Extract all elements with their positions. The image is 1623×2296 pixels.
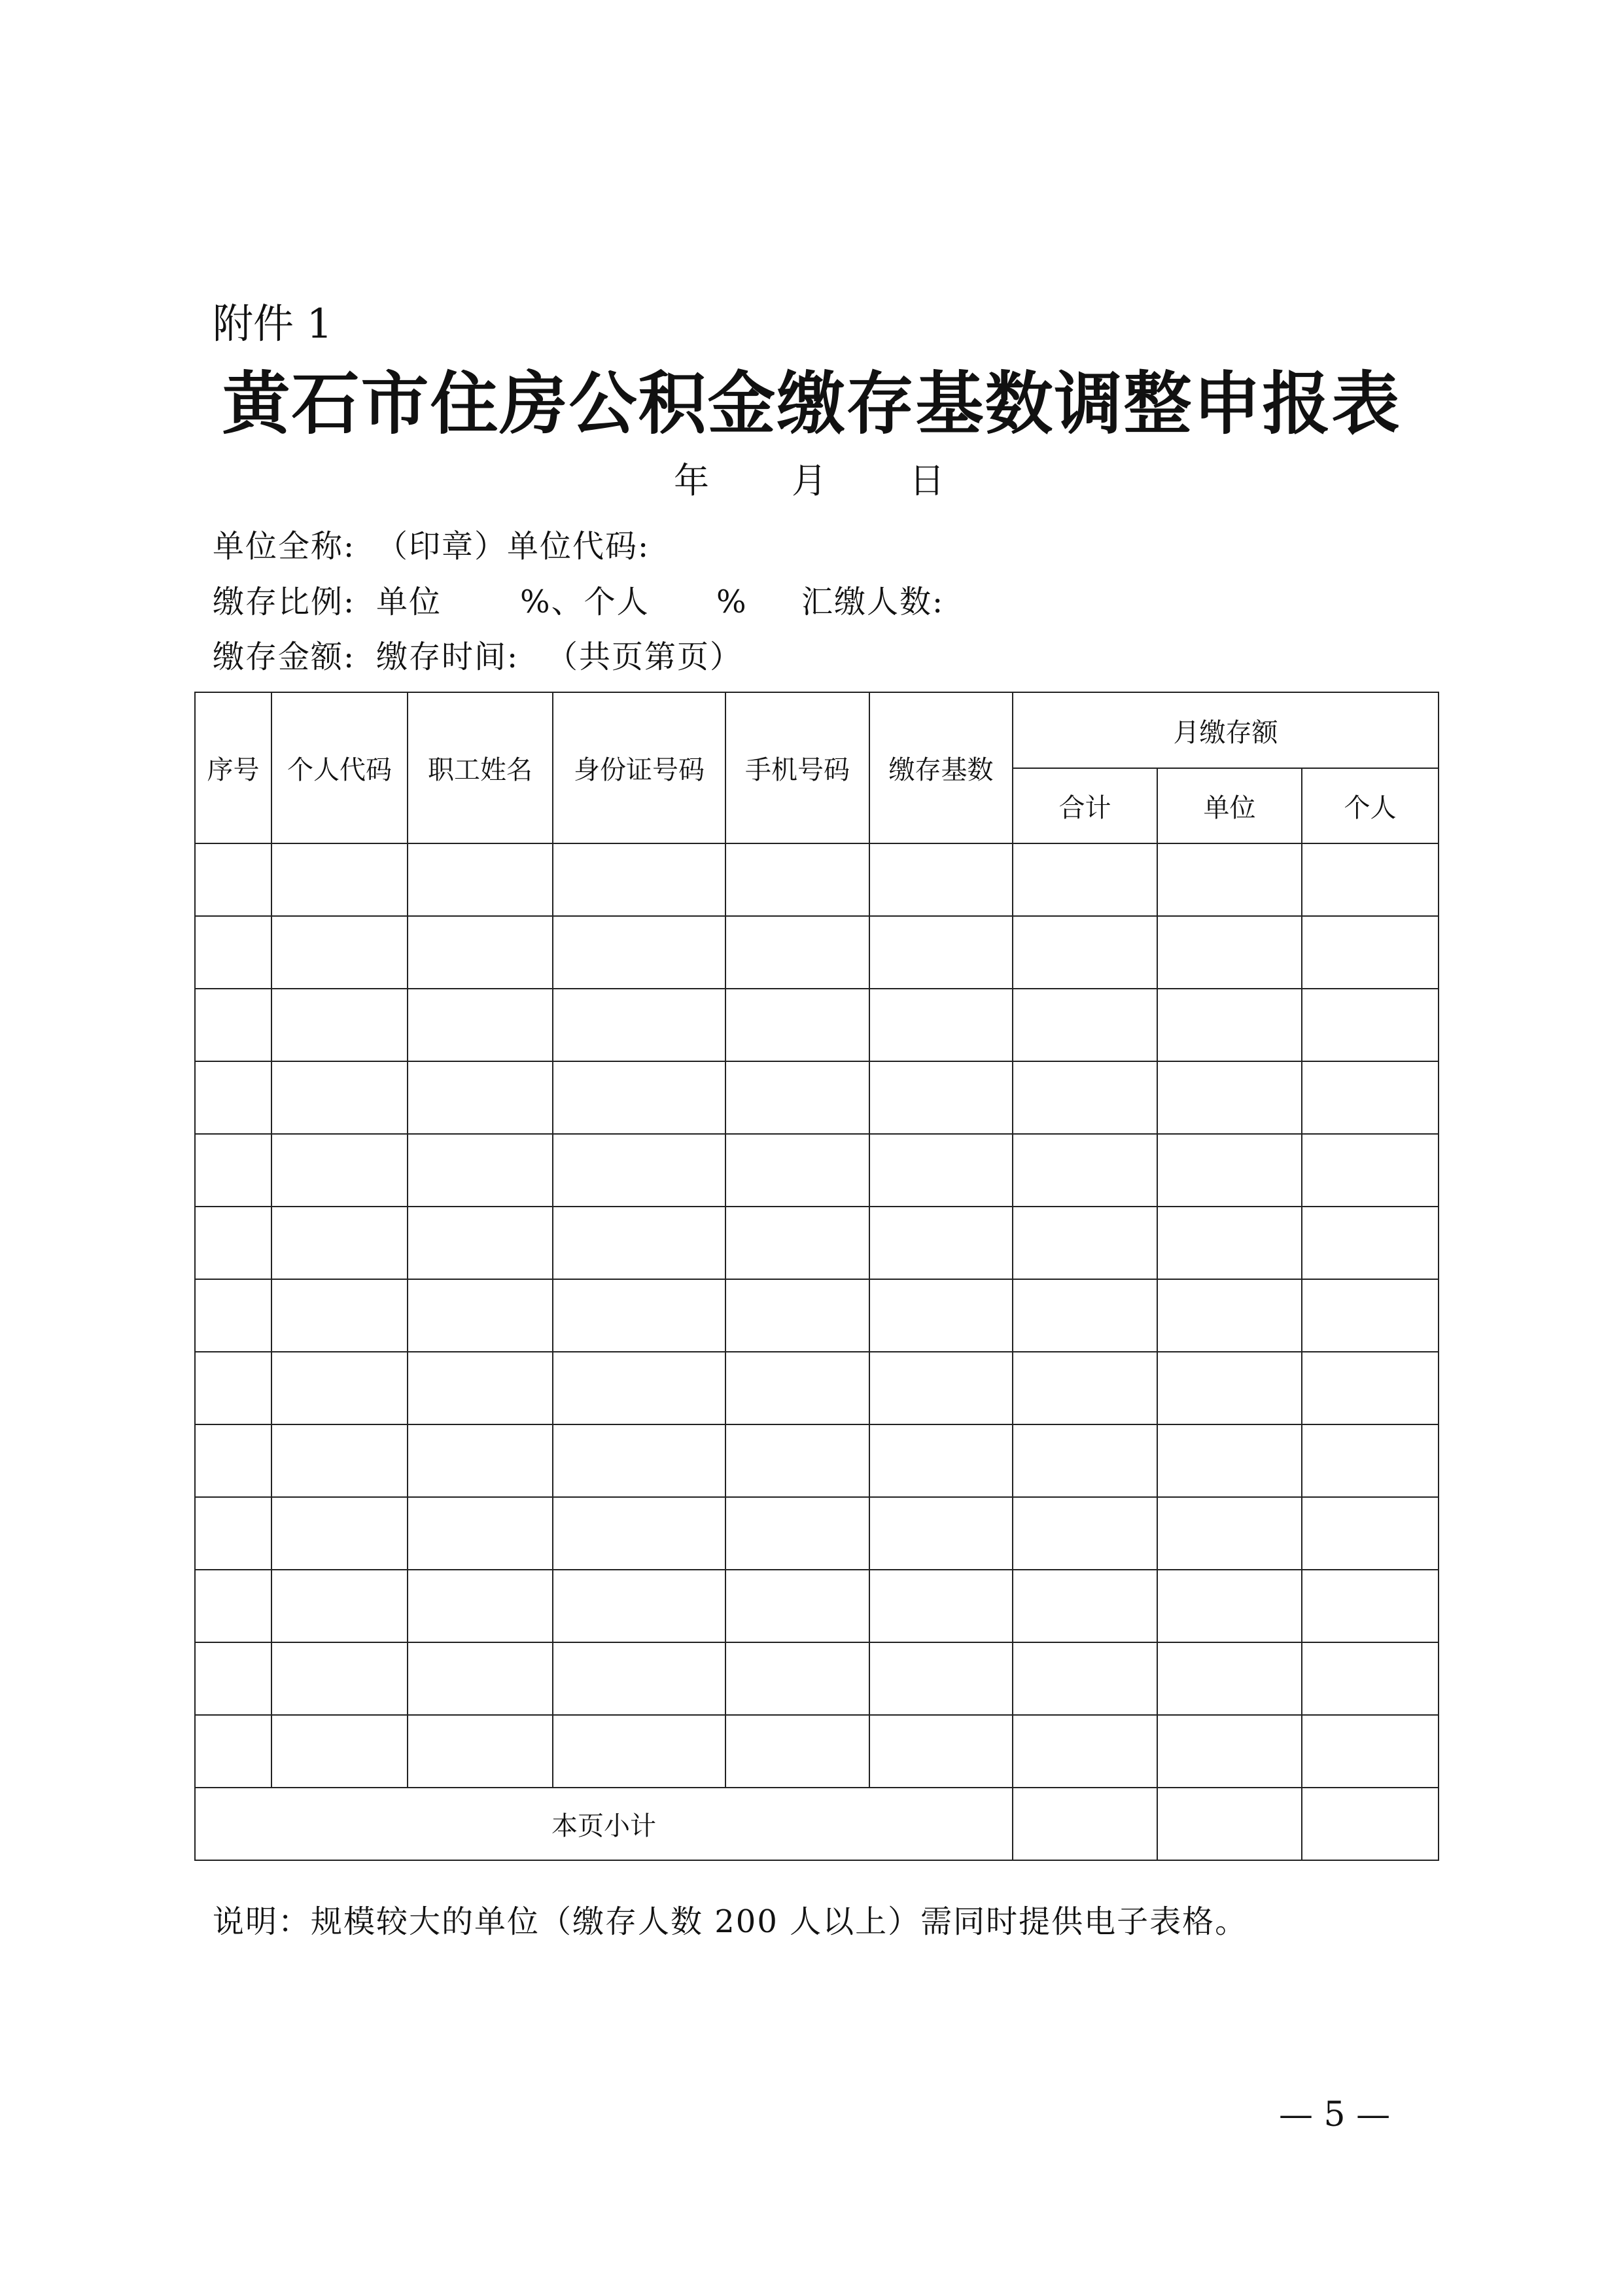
table-row: [195, 1279, 1439, 1352]
unit-name-label: 单位全称:: [213, 528, 356, 565]
table-body: [195, 843, 1439, 1860]
personal-code-cell[interactable]: [271, 916, 408, 989]
phone-cell[interactable]: [725, 1497, 869, 1570]
table-row: [195, 1497, 1439, 1570]
id-number-cell[interactable]: [553, 989, 725, 1061]
amount-label: 缴存金额:: [213, 639, 356, 675]
table-row: [195, 1352, 1439, 1424]
base-cell[interactable]: [869, 1715, 1013, 1788]
id-number-cell[interactable]: [553, 843, 725, 916]
personal-code-cell[interactable]: [271, 1061, 408, 1134]
seq-cell[interactable]: [195, 1424, 271, 1497]
personal-cell[interactable]: [1302, 989, 1439, 1061]
header-personal-code: 个人代码: [271, 692, 408, 843]
unit-cell[interactable]: [1157, 989, 1302, 1061]
header-seq: 序号: [195, 692, 271, 843]
base-cell[interactable]: [869, 1424, 1013, 1497]
personal-cell[interactable]: [1302, 1061, 1439, 1134]
base-cell[interactable]: [869, 843, 1013, 916]
seq-cell[interactable]: [195, 1207, 271, 1279]
seq-cell[interactable]: [195, 1497, 271, 1570]
unit-cell[interactable]: [1157, 1061, 1302, 1134]
table-row: [195, 1715, 1439, 1788]
date-month: 月: [792, 460, 827, 501]
table-row: [195, 1207, 1439, 1279]
footnote: 说明：规模较大的单位（缴存人数 200 人以上）需同时提供电子表格。: [213, 1903, 1248, 1940]
unit-cell[interactable]: [1157, 1207, 1302, 1279]
phone-cell[interactable]: [725, 1642, 869, 1715]
personal-cell[interactable]: [1302, 916, 1439, 989]
unit-cell[interactable]: [1157, 1424, 1302, 1497]
id-number-cell[interactable]: [553, 1279, 725, 1352]
header-base: 缴存基数: [869, 692, 1013, 843]
personal-code-cell[interactable]: [271, 1207, 408, 1279]
total-cell[interactable]: [1013, 1424, 1157, 1497]
personal-cell[interactable]: [1302, 1279, 1439, 1352]
total-cell[interactable]: [1013, 1134, 1157, 1207]
seal-unit-code-label: （印章）单位代码:: [376, 528, 650, 565]
personal-cell[interactable]: [1302, 1715, 1439, 1788]
ratio-unit-label: 单位: [376, 584, 442, 620]
employee-name-cell[interactable]: [408, 1279, 553, 1352]
unit-cell[interactable]: [1157, 1715, 1302, 1788]
subtotal-unit-cell[interactable]: [1157, 1788, 1302, 1860]
declaration-table: [194, 692, 1439, 1861]
subtotal-total-cell[interactable]: [1013, 1788, 1157, 1860]
personal-cell[interactable]: [1302, 1352, 1439, 1424]
personal-cell[interactable]: [1302, 1642, 1439, 1715]
table-row: [195, 843, 1439, 916]
unit-cell[interactable]: [1157, 1642, 1302, 1715]
unit-cell[interactable]: [1157, 916, 1302, 989]
table-row: [195, 916, 1439, 989]
personal-code-cell[interactable]: [271, 989, 408, 1061]
seq-cell[interactable]: [195, 1134, 271, 1207]
total-cell[interactable]: [1013, 916, 1157, 989]
phone-cell[interactable]: [725, 843, 869, 916]
seq-cell[interactable]: [195, 989, 271, 1061]
employee-name-cell[interactable]: [408, 1642, 553, 1715]
total-cell[interactable]: [1013, 989, 1157, 1061]
unit-cell[interactable]: [1157, 1279, 1302, 1352]
form-title: 黄石市住房公积金缴存基数调整申报表: [222, 363, 1401, 444]
phone-cell[interactable]: [725, 1570, 869, 1642]
header-personal: 个人: [1302, 768, 1439, 843]
phone-cell[interactable]: [725, 1715, 869, 1788]
unit-cell[interactable]: [1157, 1352, 1302, 1424]
total-cell[interactable]: [1013, 1715, 1157, 1788]
base-cell[interactable]: [869, 1352, 1013, 1424]
id-number-cell[interactable]: [553, 1352, 725, 1424]
total-cell[interactable]: [1013, 1570, 1157, 1642]
id-number-cell[interactable]: [553, 1497, 725, 1570]
phone-cell[interactable]: [725, 1352, 869, 1424]
id-number-cell[interactable]: [553, 1061, 725, 1134]
personal-code-cell[interactable]: [271, 1134, 408, 1207]
personal-code-cell[interactable]: [271, 1279, 408, 1352]
subtotal-label: 本页小计: [195, 1788, 1013, 1860]
total-cell[interactable]: [1013, 1497, 1157, 1570]
subtotal-row: [195, 1788, 1439, 1860]
header-total: 合计: [1013, 768, 1157, 843]
personal-cell[interactable]: [1302, 1424, 1439, 1497]
employee-name-cell[interactable]: [408, 843, 553, 916]
personal-code-cell[interactable]: [271, 1570, 408, 1642]
header-employee-name: 职工姓名: [408, 692, 553, 843]
table-row: [195, 1642, 1439, 1715]
id-number-cell[interactable]: [553, 1715, 725, 1788]
seq-cell[interactable]: [195, 1352, 271, 1424]
base-cell[interactable]: [869, 1207, 1013, 1279]
seq-cell[interactable]: [195, 1642, 271, 1715]
employee-name-cell[interactable]: [408, 989, 553, 1061]
total-cell[interactable]: [1013, 843, 1157, 916]
phone-cell[interactable]: [725, 1279, 869, 1352]
personal-code-cell[interactable]: [271, 1424, 408, 1497]
header-unit: 单位: [1157, 768, 1302, 843]
base-cell[interactable]: [869, 1061, 1013, 1134]
page-number: — 5 —: [1279, 2095, 1391, 2134]
total-cell[interactable]: [1013, 1207, 1157, 1279]
personal-cell[interactable]: [1302, 1570, 1439, 1642]
phone-cell[interactable]: [725, 916, 869, 989]
seq-cell[interactable]: [195, 1061, 271, 1134]
employee-name-cell[interactable]: [408, 1061, 553, 1134]
base-cell[interactable]: [869, 1642, 1013, 1715]
id-number-cell[interactable]: [553, 1642, 725, 1715]
seq-cell[interactable]: [195, 1715, 271, 1788]
table-row: [195, 1061, 1439, 1134]
total-cell[interactable]: [1013, 1061, 1157, 1134]
header-id-number: 身份证号码: [553, 692, 725, 843]
seq-cell[interactable]: [195, 1279, 271, 1352]
base-cell[interactable]: [869, 916, 1013, 989]
phone-cell[interactable]: [725, 1207, 869, 1279]
table-row: [195, 1570, 1439, 1642]
total-cell[interactable]: [1013, 1352, 1157, 1424]
ratio-unit-percent: %、个人: [520, 584, 650, 620]
employee-name-cell[interactable]: [408, 1134, 553, 1207]
ratio-personal-percent: %: [716, 584, 748, 620]
date-day: 日: [909, 460, 945, 501]
seq-cell[interactable]: [195, 1570, 271, 1642]
phone-cell[interactable]: [725, 1061, 869, 1134]
personal-cell[interactable]: [1302, 1497, 1439, 1570]
id-number-cell[interactable]: [553, 1207, 725, 1279]
total-cell[interactable]: [1013, 1642, 1157, 1715]
employee-name-cell[interactable]: [408, 1207, 553, 1279]
header-phone: 手机号码: [725, 692, 869, 843]
unit-cell[interactable]: [1157, 1570, 1302, 1642]
attachment-label: 附件 1: [213, 300, 333, 347]
employee-name-cell[interactable]: [408, 1424, 553, 1497]
table-row: [195, 989, 1439, 1061]
header-row-1: [195, 692, 1439, 768]
personal-code-cell[interactable]: [271, 1642, 408, 1715]
seq-cell[interactable]: [195, 843, 271, 916]
employee-name-cell[interactable]: [408, 1570, 553, 1642]
employee-name-cell[interactable]: [408, 1715, 553, 1788]
personal-code-cell[interactable]: [271, 1352, 408, 1424]
base-cell[interactable]: [869, 1497, 1013, 1570]
personal-code-cell[interactable]: [271, 1715, 408, 1788]
unit-cell[interactable]: [1157, 843, 1302, 916]
total-cell[interactable]: [1013, 1279, 1157, 1352]
personal-cell[interactable]: [1302, 1207, 1439, 1279]
id-number-cell[interactable]: [553, 1134, 725, 1207]
personal-cell[interactable]: [1302, 843, 1439, 916]
date-year: 年: [674, 460, 709, 501]
table-row: [195, 1424, 1439, 1497]
unit-cell[interactable]: [1157, 1497, 1302, 1570]
personal-code-cell[interactable]: [271, 1497, 408, 1570]
employee-name-cell[interactable]: [408, 1497, 553, 1570]
ratio-label: 缴存比例:: [213, 584, 356, 620]
base-cell[interactable]: [869, 989, 1013, 1061]
base-cell[interactable]: [869, 1134, 1013, 1207]
personal-code-cell[interactable]: [271, 843, 408, 916]
page-count-label: （共页第页）: [546, 639, 743, 675]
phone-cell[interactable]: [725, 1134, 869, 1207]
header-monthly-amount: 月缴存额: [1013, 692, 1439, 768]
phone-cell[interactable]: [725, 989, 869, 1061]
headcount-label: 汇缴人数:: [801, 584, 945, 620]
employee-name-cell[interactable]: [408, 916, 553, 989]
base-cell[interactable]: [869, 1570, 1013, 1642]
phone-cell[interactable]: [725, 1424, 869, 1497]
time-label: 缴存时间:: [376, 639, 519, 675]
seq-cell[interactable]: [195, 916, 271, 989]
subtotal-personal-cell[interactable]: [1302, 1788, 1439, 1860]
unit-cell[interactable]: [1157, 1134, 1302, 1207]
employee-name-cell[interactable]: [408, 1352, 553, 1424]
table-row: [195, 1134, 1439, 1207]
personal-cell[interactable]: [1302, 1134, 1439, 1207]
id-number-cell[interactable]: [553, 1424, 725, 1497]
id-number-cell[interactable]: [553, 916, 725, 989]
base-cell[interactable]: [869, 1279, 1013, 1352]
id-number-cell[interactable]: [553, 1570, 725, 1642]
